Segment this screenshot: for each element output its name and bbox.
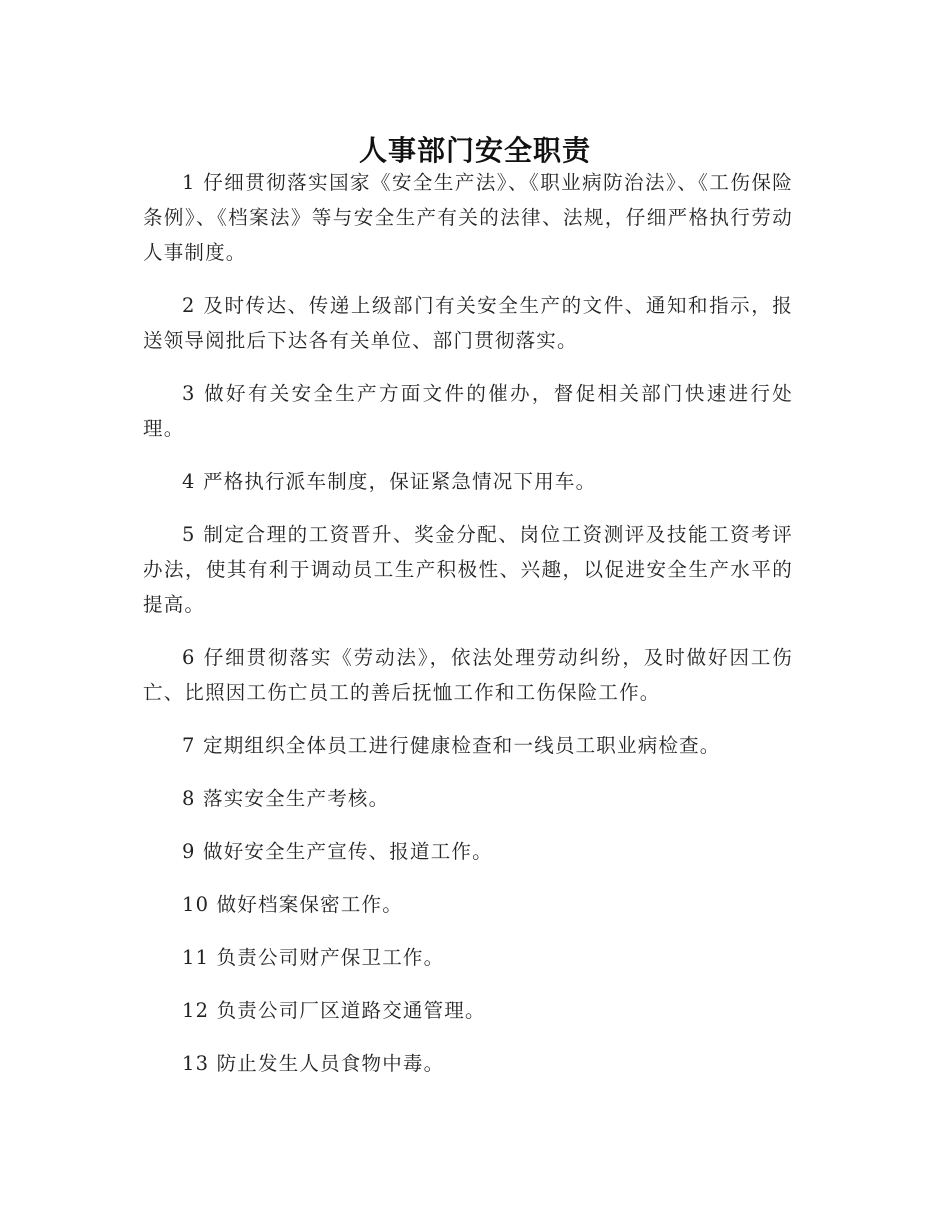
duty-item-2: 2 及时传达、传递上级部门有关安全生产的文件、通知和指示，报送领导阅批后下达各有关单位、部门贯彻落实。: [143, 294, 793, 352]
duty-item-11: 11 负责公司财产保卫工作。: [182, 946, 445, 969]
duty-item-13: 13 防止发生人员食物中毒。: [182, 1052, 445, 1075]
duty-item-8: 8 落实安全生产考核。: [182, 787, 390, 810]
page-title: 人事部门安全职责: [358, 133, 591, 167]
duty-item-12: 12 负责公司厂区道路交通管理。: [182, 999, 486, 1022]
duty-item-4: 4 严格执行派车制度，保证紧急情况下用车。: [182, 470, 597, 493]
duty-item-1: 1 仔细贯彻落实国家《安全生产法》、《职业病防治法》、《工伤保险条例》、《档案法》等与安全生产有关的法律、法规，仔细严格执行劳动人事制度。: [143, 171, 793, 264]
document-body: [143, 165, 793, 1099]
duty-item-6: 6 仔细贯彻落实《劳动法》，依法处理劳动纠纷，及时做好因工伤亡、比照因工伤亡员工的善后抚恤工作和工伤保险工作。: [143, 646, 793, 704]
duty-item-5: 5 制定合理的工资晋升、奖金分配、岗位工资测评及技能工资考评办法，使其有利于调动员工生产积极性、兴趣，以促进安全生产水平的提高。: [143, 523, 793, 616]
duty-item-7: 7 定期组织全体员工进行健康检查和一线员工职业病检查。: [182, 734, 721, 757]
duty-item-3: 3 做好有关安全生产方面文件的催办，督促相关部门快速进行处理。: [143, 382, 793, 440]
duty-item-9: 9 做好安全生产宣传、报道工作。: [182, 840, 493, 863]
duty-item-10: 10 做好档案保密工作。: [182, 893, 403, 916]
